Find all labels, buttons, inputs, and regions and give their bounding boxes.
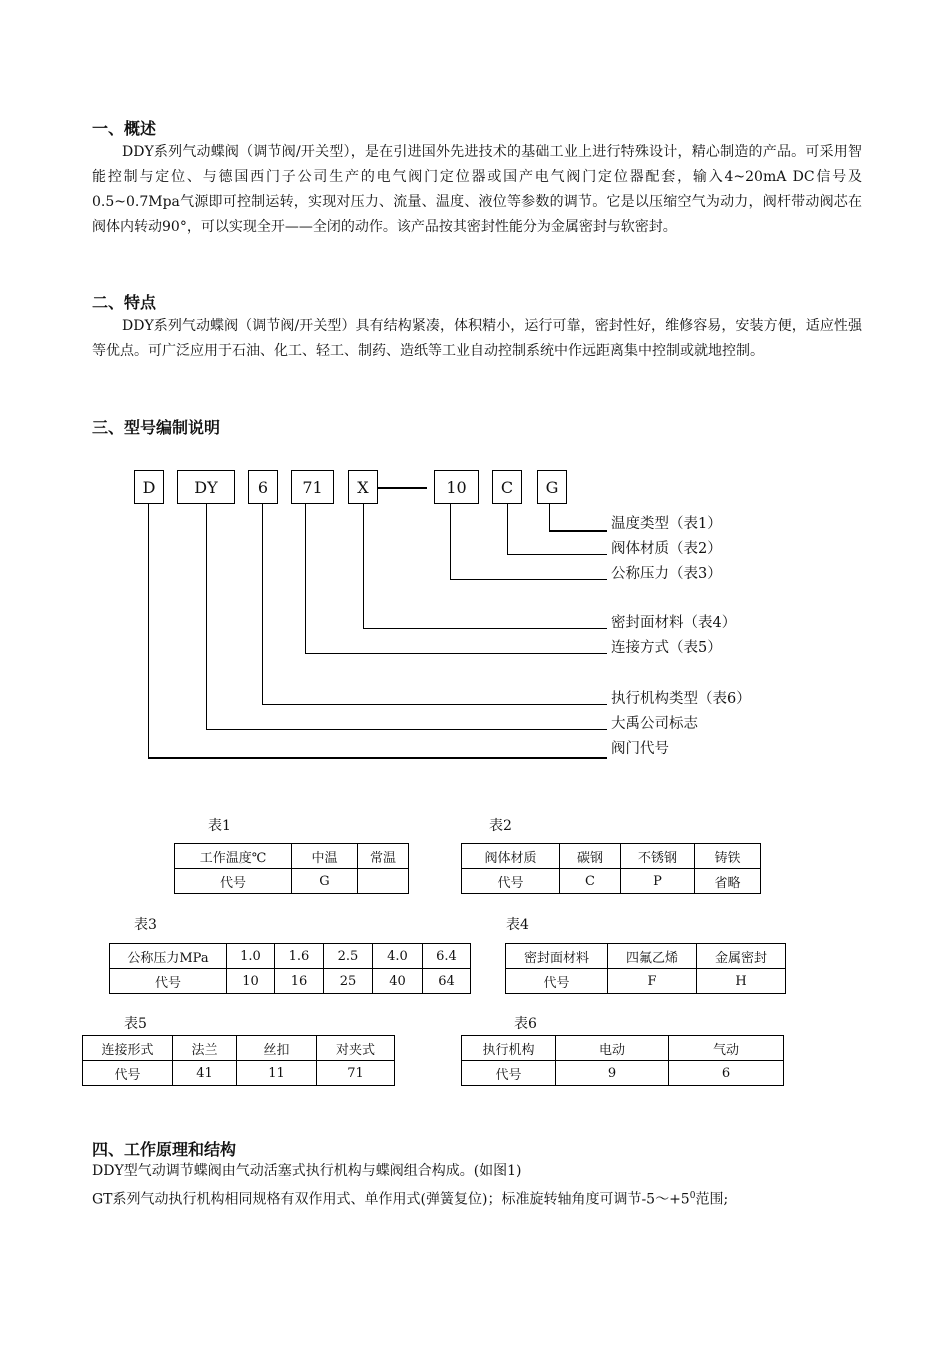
table-cell: 2.5 xyxy=(324,944,373,969)
leader-pressure-v xyxy=(450,504,451,579)
leader-seal-h xyxy=(363,628,607,629)
table-row xyxy=(506,969,786,994)
section-2-paragraph: DDY系列气动蝶阀（调节阀/开关型）具有结构紧凑，体积精小，运行可靠，密封性好，维修容易，安装方便，适应性强等优点。可广泛应用于石油、化工、轻工、制药、造纸等工业自动控制系统中作远距离集中控制或就地控制。 xyxy=(92,318,862,359)
table-5-caption: 表5 xyxy=(124,1016,147,1032)
table-cell: C xyxy=(560,869,621,894)
code-box-connect: 71 xyxy=(291,470,334,504)
table-6-caption: 表6 xyxy=(514,1016,537,1032)
table-cell: 电动 xyxy=(556,1036,669,1061)
table-cell: 气动 xyxy=(669,1036,784,1061)
label-seal: 密封面材料（表4） xyxy=(611,615,737,631)
table-cell: F xyxy=(608,969,697,994)
table-3 xyxy=(109,943,471,994)
section-4-line-2 xyxy=(92,1185,728,1211)
leader-connect-v xyxy=(305,504,306,653)
leader-body-h xyxy=(507,554,607,555)
table-cell: 9 xyxy=(556,1061,669,1086)
table-cell: 11 xyxy=(237,1061,317,1086)
section-3-heading: 三、型号编制说明 xyxy=(92,418,221,437)
section-1-heading: 一、概述 xyxy=(92,119,157,138)
code-box-valve: D xyxy=(134,470,164,504)
table-cell: 中温 xyxy=(292,844,358,869)
label-body: 阀体材质（表2） xyxy=(611,541,722,557)
table-cell: 碳钢 xyxy=(560,844,621,869)
table-cell: 代号 xyxy=(506,969,608,994)
code-box-company: DY xyxy=(177,470,235,504)
table-cell: 阀体材质 xyxy=(462,844,560,869)
code-box-pressure: 10 xyxy=(434,470,479,504)
table-cell: 64 xyxy=(423,969,471,994)
table-cell: 16 xyxy=(275,969,324,994)
label-temp: 温度类型（表1） xyxy=(611,516,722,532)
table-cell: 25 xyxy=(324,969,373,994)
table-cell: 执行机构 xyxy=(462,1036,556,1061)
section-4-line-2-end: 范围; xyxy=(695,1191,729,1208)
table-cell: 代号 xyxy=(462,1061,556,1086)
table-cell: 10 xyxy=(227,969,275,994)
section-4-line-1: DDY型气动调节蝶阀由气动活塞式执行机构与蝶阀组合构成。(如图1) xyxy=(92,1163,522,1179)
leader-pressure-h xyxy=(450,579,607,580)
table-cell: G xyxy=(292,869,358,894)
table-cell: 71 xyxy=(317,1061,395,1086)
table-cell: 法兰 xyxy=(173,1036,237,1061)
leader-connect-h xyxy=(305,653,607,654)
table-6 xyxy=(461,1035,784,1086)
table-2 xyxy=(461,843,761,894)
table-cell: 不锈钢 xyxy=(621,844,695,869)
leader-temp-h xyxy=(549,530,607,532)
section-2-heading: 二、特点 xyxy=(92,293,157,312)
table-row xyxy=(462,1036,784,1061)
table-row xyxy=(506,944,786,969)
section-4-heading: 四、工作原理和结构 xyxy=(92,1140,237,1159)
table-cell: 6 xyxy=(669,1061,784,1086)
leader-actuator-v xyxy=(262,504,263,704)
code-box-body: C xyxy=(492,470,522,504)
table-cell: 4.0 xyxy=(373,944,423,969)
label-actuator: 执行机构类型（表6） xyxy=(611,691,751,707)
table-cell: 代号 xyxy=(110,969,227,994)
label-valve: 阀门代号 xyxy=(611,741,669,757)
label-company: 大禹公司标志 xyxy=(611,716,698,732)
table-cell: 工作温度℃ xyxy=(175,844,292,869)
table-4-caption: 表4 xyxy=(506,917,529,933)
table-2-caption: 表2 xyxy=(489,818,512,834)
table-row xyxy=(83,1061,395,1086)
table-cell: 丝扣 xyxy=(237,1036,317,1061)
table-row xyxy=(175,844,409,869)
table-row xyxy=(110,944,471,969)
table-3-caption: 表3 xyxy=(134,917,157,933)
table-cell: 代号 xyxy=(83,1061,173,1086)
table-1-caption: 表1 xyxy=(208,818,231,834)
table-cell: 1.0 xyxy=(227,944,275,969)
table-cell: 四氟乙烯 xyxy=(608,944,697,969)
table-cell: 40 xyxy=(373,969,423,994)
table-4 xyxy=(505,943,786,994)
code-box-seal: X xyxy=(348,470,378,504)
table-cell: 代号 xyxy=(175,869,292,894)
table-row xyxy=(462,844,761,869)
table-row xyxy=(110,969,471,994)
table-cell: 对夹式 xyxy=(317,1036,395,1061)
table-row xyxy=(175,869,409,894)
code-box-temp: G xyxy=(537,470,567,504)
table-row xyxy=(462,1061,784,1086)
label-pressure: 公称压力（表3） xyxy=(611,566,722,582)
table-cell: 代号 xyxy=(462,869,560,894)
table-cell: 金属密封 xyxy=(697,944,786,969)
table-cell: 41 xyxy=(173,1061,237,1086)
table-cell: 常温 xyxy=(358,844,409,869)
section-1-paragraph: DDY系列气动蝶阀（调节阀/开关型），是在引进国外先进技术的基础工业上进行特殊设计，精心制造的产品。可采用智能控制与定位、与德国西门子公司生产的电气阀门定位器或国产电气阀门定位器配套，输入4~20mA DC信号及0.5~0.7Mpa气源即可控制运转，实现对压力、流量、温度、液位等参数的调节。它是以压缩空气为动力，阀杆带动阀芯在阀体内转动90°，可以实现全开——全闭的动作。该产品按其密封性能分为金属密封与软密封。 xyxy=(92,144,862,235)
table-cell: 密封面材料 xyxy=(506,944,608,969)
table-cell: P xyxy=(621,869,695,894)
table-cell: 1.6 xyxy=(275,944,324,969)
leader-temp-v xyxy=(549,504,550,530)
leader-company-v xyxy=(206,504,207,729)
section-4-line-2-text: GT系列气动执行机构相同规格有双作用式、单作用式(弹簧复位)；标准旋转轴角度可调节-5～+5 xyxy=(92,1191,690,1208)
table-cell: H xyxy=(697,969,786,994)
code-dash xyxy=(378,487,427,489)
leader-valve-v xyxy=(148,504,149,757)
label-connect: 连接方式（表5） xyxy=(611,640,722,656)
code-box-actuator: 6 xyxy=(248,470,278,504)
table-cell: 公称压力MPa xyxy=(110,944,227,969)
table-cell: 连接形式 xyxy=(83,1036,173,1061)
leader-seal-v xyxy=(363,504,364,628)
table-cell: 铸铁 xyxy=(695,844,761,869)
table-cell: 6.4 xyxy=(423,944,471,969)
leader-actuator-h xyxy=(262,704,607,705)
table-row xyxy=(83,1036,395,1061)
leader-company-h xyxy=(206,729,607,730)
leader-valve-h xyxy=(148,757,607,759)
table-1 xyxy=(174,843,409,894)
table-cell xyxy=(358,869,409,894)
table-row xyxy=(462,869,761,894)
table-5 xyxy=(82,1035,395,1086)
table-cell: 省略 xyxy=(695,869,761,894)
leader-body-v xyxy=(507,504,508,554)
degree-superscript: 0 xyxy=(689,1191,696,1201)
